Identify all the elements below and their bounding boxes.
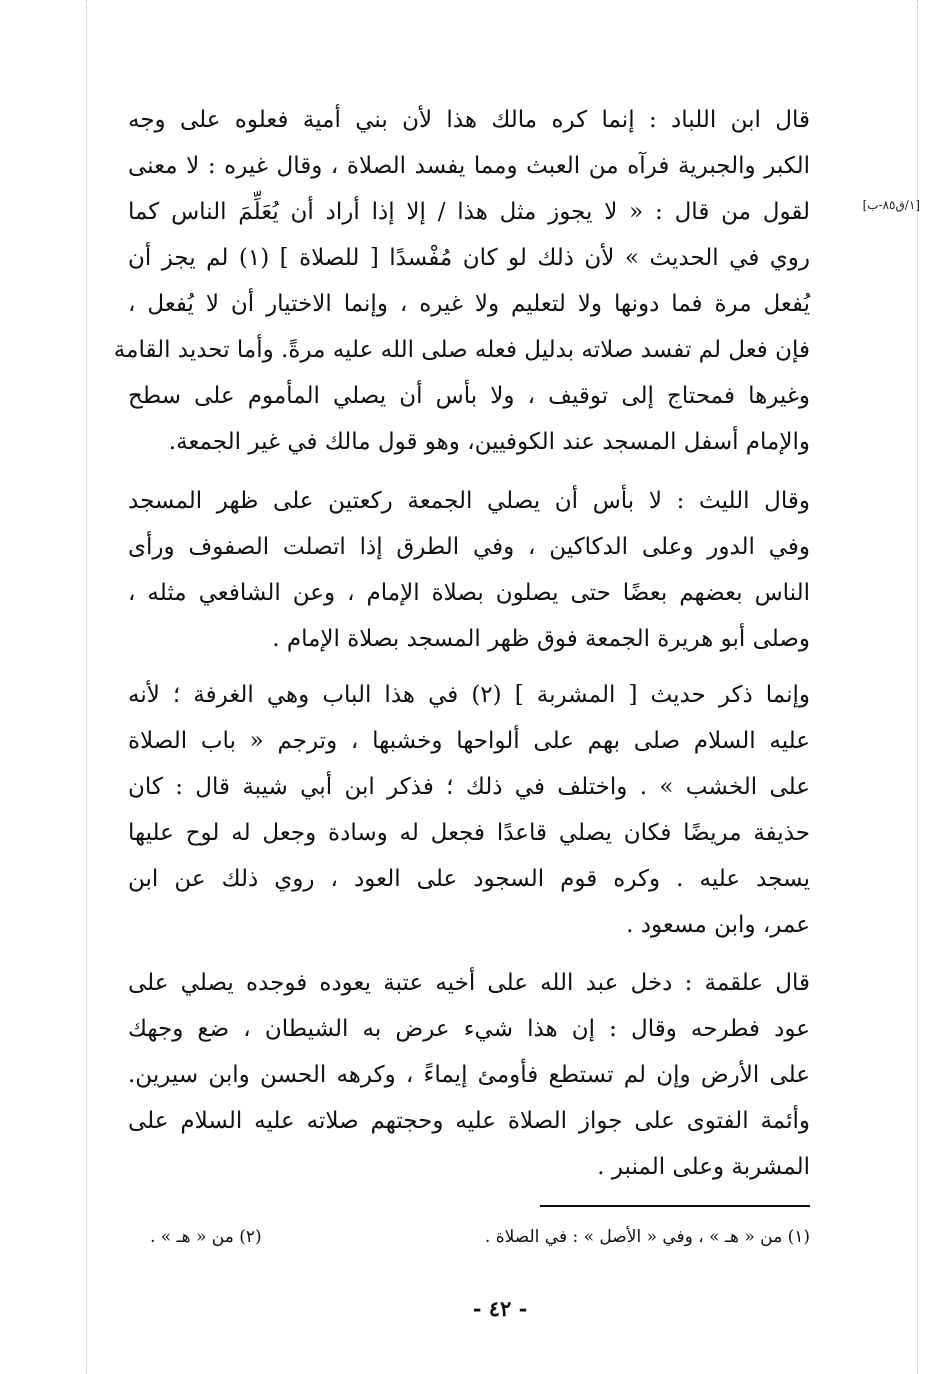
text-line: المشربة وعلى المنبر .: [597, 1154, 810, 1180]
manuscript-folio-note: [١/ق٨٥-ب]: [862, 198, 920, 212]
scan-margin-dots-left: [86, 0, 87, 1374]
text-line: وأئمة الفتوى على جواز الصلاة عليه وحجتهم صلاته عليه السلام على: [128, 1108, 810, 1134]
paragraph-4: [128, 960, 810, 1190]
text-line: يُفعل مرة فما دونها ولا لتعليم ولا غيره ، وإنما الاختيار أن لا يُفعل ،: [128, 291, 810, 317]
footnotes: [150, 1221, 810, 1253]
text-line: لقول من قال : « لا يجوز مثل هذا / إلا إذا أراد أن يُعَلِّمَ الناس كما: [128, 199, 810, 225]
text-line: وفي الدور وعلى الدكاكين ، وفي الطرق إذا اتصلت الصفوف ورأى: [128, 534, 810, 560]
text-line: يسجد عليه . وكره قوم السجود على العود ، روي ذلك عن ابن: [128, 866, 810, 892]
text-line: وإنما ذكر حديث [ المشربة ] (٢) في هذا الباب وهي الغرفة ؛ لأنه: [128, 682, 810, 708]
text-line: والإمام أسفل المسجد عند الكوفيين، وهو قول مالك في غير الجمعة.: [168, 429, 810, 455]
footnote-2: (٢) من « هـ » .: [150, 1227, 262, 1247]
paragraph-2: [128, 478, 810, 662]
text-line: عمر، وابن مسعود .: [626, 912, 810, 938]
page-number: - ٤٢ -: [472, 1296, 528, 1321]
paragraph-3: [128, 672, 810, 948]
text-line: عود فطرحه وقال : إن هذا شيء عرض به الشيطان ، ضع وجهك: [128, 1016, 810, 1042]
text-line: وصلى أبو هريرة الجمعة فوق ظهر المسجد بصلاة الإمام .: [272, 626, 810, 652]
text-line: روي في الحديث » لأن ذلك لو كان مُفْسدًا [ للصلاة ] (١) لم يجز أن: [128, 245, 810, 271]
text-line: فإن فعل لم تفسد صلاته بدليل فعله صلى الله عليه مرةً. وأما تحديد القامة: [113, 337, 810, 363]
text-line: على الأرض وإن لم تستطع فأومئ إيماءً ، وكرهه الحسن وابن سيرين.: [128, 1062, 810, 1088]
footnote-1: (١) من « هـ » ، وفي « الأصل » : في الصلاة .: [484, 1227, 810, 1247]
text-line: الناس بعضهم بعضًا حتى يصلون بصلاة الإمام ، وعن الشافعي مثله ،: [128, 580, 810, 606]
text-line: قال ابن اللباد : إنما كره مالك هذا لأن بني أمية فعلوه على وجه: [128, 107, 810, 133]
text-line: وغيرها فمحتاج إلى توقيف ، ولا بأس أن يصلي المأموم على سطح: [128, 383, 810, 409]
text-line: قال علقمة : دخل عبد الله على أخيه عتبة يعوده فوجده يصلي على: [128, 970, 810, 996]
text-line: حذيفة مريضًا فكان يصلي قاعدًا فجعل له وسادة وجعل له لوح عليها: [128, 820, 810, 846]
text-line: عليه السلام صلى بهم على ألواحها وخشبها ، وترجم « باب الصلاة: [128, 728, 810, 754]
paragraph-1: [113, 97, 810, 465]
text-line: على الخشب » . واختلف في ذلك ؛ فذكر ابن أبي شيبة قال : كان: [128, 774, 810, 800]
text-line: الكبر والجبرية فرآه من العبث ومما يفسد الصلاة ، وقال غيره : لا معنى: [128, 153, 810, 179]
text-line: وقال الليث : لا بأس أن يصلي الجمعة ركعتين على ظهر المسجد: [128, 488, 810, 514]
footnote-separator: [540, 1205, 810, 1207]
